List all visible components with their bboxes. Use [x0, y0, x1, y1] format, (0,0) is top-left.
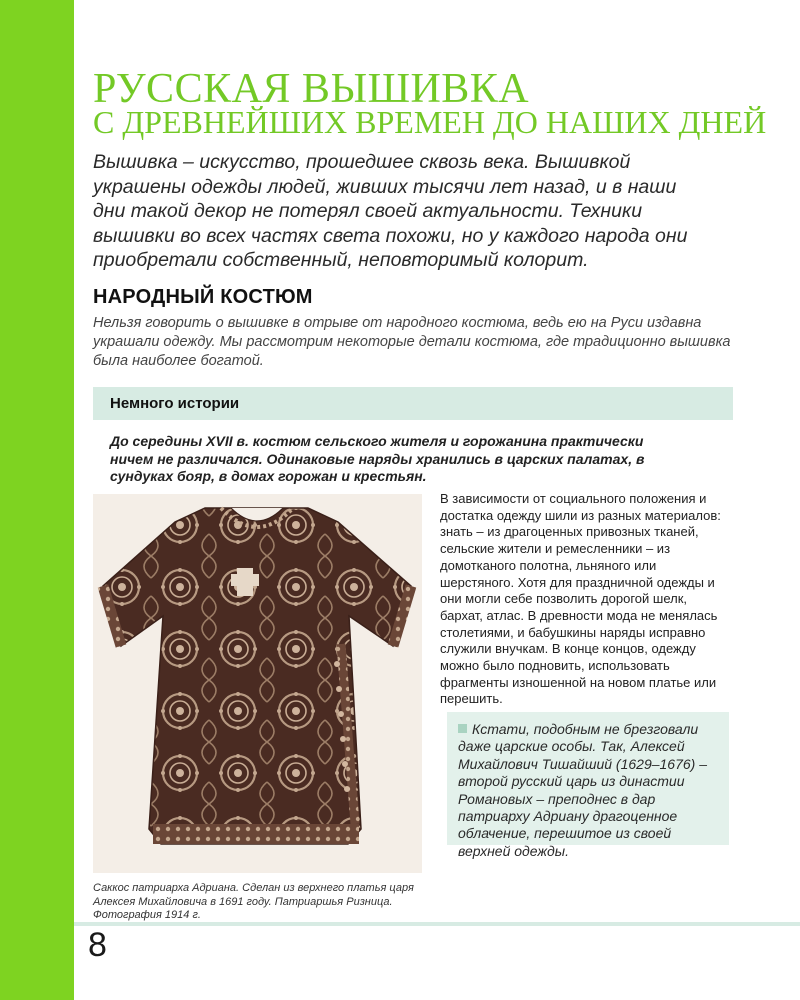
green-side-bar: [0, 0, 74, 1000]
square-bullet-icon: [458, 724, 467, 733]
history-label: Немного истории: [110, 395, 240, 412]
history-band: [93, 387, 733, 420]
aside-content: Кстати, подобным не брезговали даже царские особы. Так, Алексей Михайлович Тишайший (1629–1676) – второй русский царь из династии Романовых – преподнес в дар патриарху Адриану драгоценное облачение, перешитое из своей верхней одежды.: [458, 721, 707, 859]
history-lead: До середины XVII в. костюм сельского жителя и горожанина практически ничем не различался. Одинаковые наряды хранились в царских палатах, в сундуках бояр, в домах горожан и крестьян.: [110, 433, 645, 484]
section-title: НАРОДНЫЙ КОСТЮМ: [93, 286, 313, 308]
page-subtitle: С ДРЕВНЕЙШИХ ВРЕМЕН ДО НАШИХ ДНЕЙ: [93, 104, 767, 140]
intro-paragraph: Вышивка – искусство, прошедшее сквозь века. Вышивкой украшены одежды людей, живших тысячи лет назад, и в наши дни такой декор не потерял своей актуальности. Техники вышивки во всех частях света похожи, но у каждого народа они приобретали собственный, неповторимый колорит.: [93, 151, 688, 271]
page-number: 8: [88, 926, 107, 964]
aside-note: [447, 712, 729, 859]
history-body-text: В зависимости от социального положения и достатка одежду шили из разных материалов: знать – из драгоценных привозных тканей, сельские жители и ремесленники – из домотканого полотна, льняного или шерстяного. Хотя для праздничной одежды и они могли себе позволить дорогой шелк, бархат, атлас. В древности мода не менялась столетиями, и бабушкины наряды исправно служили внучкам. В конце концов, одежду можно было подновить, использовать фрагменты изношенной на новом платье или перешить.: [440, 491, 721, 707]
sakkos-garment-illustration: [93, 494, 422, 873]
section-lead: Нельзя говорить о вышивке в отрыве от народного костюма, ведь ею на Руси издавна украшали одежду. Мы рассмотрим некоторые детали костюма, где традиционно вышивка была наиболее богатой.: [93, 315, 731, 369]
photo-frame: [93, 494, 422, 873]
aside-text: [458, 721, 720, 860]
photo-caption: Саккос патриарха Адриана. Сделан из верхнего платья царя Алексея Михайловича в 1691 году. Патриаршья Ризница. Фотография 1914 г.: [93, 882, 414, 921]
page-title: РУССКАЯ ВЫШИВКА: [93, 66, 530, 112]
bottom-rule: [74, 922, 800, 926]
